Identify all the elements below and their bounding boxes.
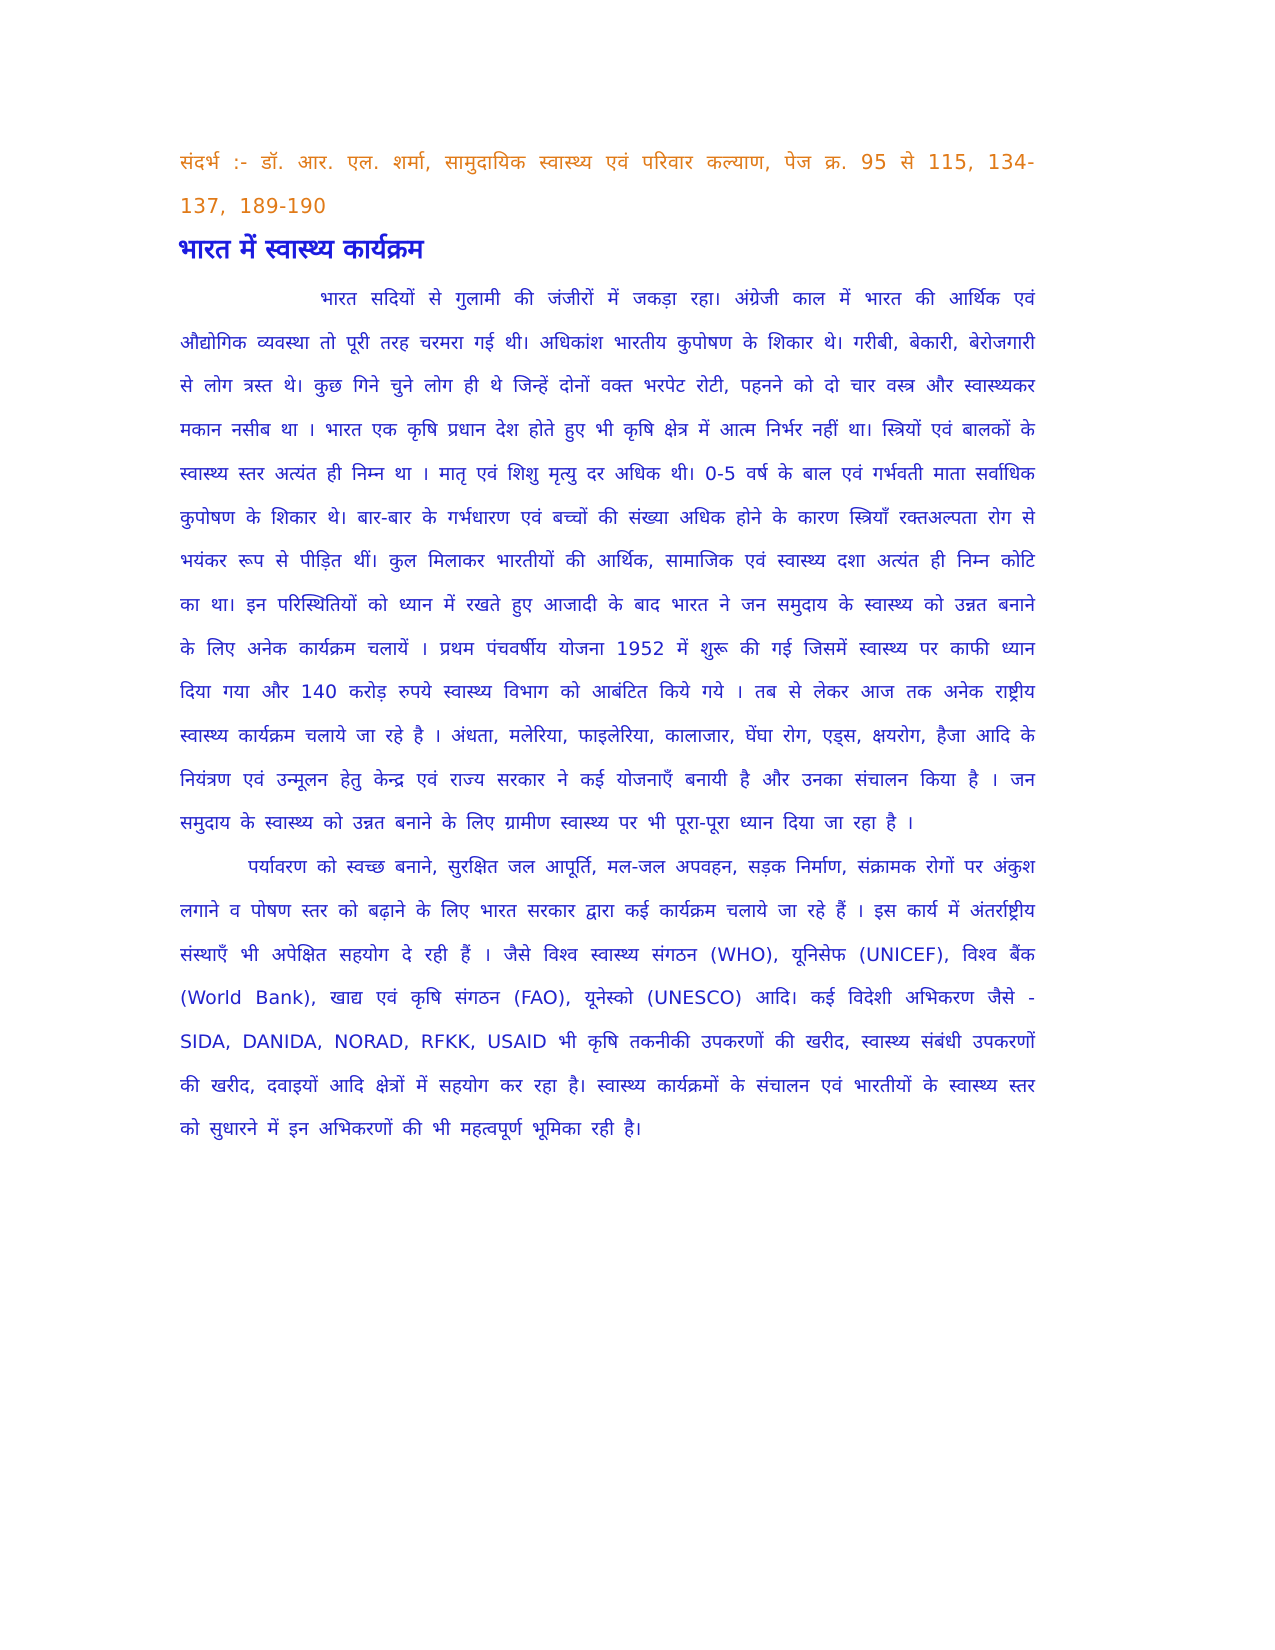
paragraph-1: भारत सदियों से गुलामी की जंजीरों में जकड़ा रहा। अंग्रेजी काल में भारत की आर्थिक एवं औद्योगिक व्यवस्था तो पूरी तरह चरमरा गई थी। अधिकांश भारतीय कुपोषण के शिकार थे। गरीबी, बेकारी, बेरोजगारी से लोग त्रस्त थे। कुछ गिने चुने लोग ही थे जिन्हें दोनों वक्त भरपेट रोटी, पहनने को दो चार वस्त्र और स्वास्थ्यकर मकान नसीब था । भारत एक कृषि प्रधान देश होते हुए भी कृषि क्षेत्र में आत्म निर्भर नहीं था। स्त्रियों एवं बालकों के स्वास्थ्य स्तर अत्यंत ही निम्न था । मातृ एवं शिशु मृत्यु दर अधिक थी। 0-5 वर्ष के बाल एवं गर्भवती माता सर्वाधिक कुपोषण के शिकार थे। बार-बार के गर्भधारण एवं बच्चों की संख्या अधिक होने के कारण स्त्रियाँ रक्तअल्पता रोग से भयंकर रूप से पीड़ित थीं। कुल मिलाकर भारतीयों की आर्थिक, सामाजिक एवं स्वास्थ्य दशा अत्यंत ही निम्न कोटि का था। इन परिस्थितियों को ध्यान में रखते हुए आजादी के बाद भारत ने जन समुदाय के स्वास्थ्य को उन्नत बनाने के लिए अनेक कार्यक्रम चलायें । प्रथम पंचवर्षीय योजना 1952 में शुरू की गई जिसमें स्वास्थ्य पर काफी ध्यान दिया गया और 140 करोड़ रुपये स्वास्थ्य विभाग को आबंटित किये गये । तब से लेकर आज तक अनेक राष्ट्रीय स्वास्थ्य कार्यक्रम चलाये जा रहे है । अंधता, मलेरिया, फाइलेरिया, कालाजार, घेंघा रोग, एड्स, क्षयरोग, हैजा आदि के नियंत्रण एवं उन्मूलन हेतु केन्द्र एवं राज्य सरकार ने कई योजनाएँ बनायी है और उनका संचालन किया है । जन समुदाय के स्वास्थ्य को उन्नत बनाने के लिए ग्रामीण स्वास्थ्य पर भी पूरा-पूरा ध्यान दिया जा रहा है । xyxy=(180,288,1035,835)
page-heading: भारत में स्वास्थ्य कार्यक्रम xyxy=(178,234,424,265)
paragraph-2: पर्यावरण को स्वच्छ बनाने, सुरक्षित जल आपूर्ति, मल-जल अपवहन, सड़क निर्माण, संक्रामक रोगों पर अंकुश लगाने व पोषण स्तर को बढ़ाने के लिए भारत सरकार द्वारा कई कार्यक्रम चलाये जा रहे हैं । इस कार्य में अंतर्राष्ट्रीय संस्थाएँ भी अपेक्षित सहयोग दे रही हैं । जैसे विश्व स्वास्थ्य संगठन (WHO), यूनिसेफ (UNICEF), विश्व बैंक (World Bank), खाद्य एवं कृषि संगठन (FAO), यूनेस्को (UNESCO) आदि। कई विदेशी अभिकरण जैसे - SIDA, DANIDA, NORAD, RFKK, USAID भी कृषि तकनीकी उपकरणों की खरीद, स्वास्थ्य संबंधी उपकरणों की खरीद, दवाइयों आदि क्षेत्रों में सहयोग कर रहा है। स्वास्थ्य कार्यक्रमों के संचालन एवं भारतीयों के स्वास्थ्य स्तर को सुधारने में इन अभिकरणों की भी महत्वपूर्ण भूमिका रही है। xyxy=(180,856,1035,1141)
reference-citation: संदर्भ :- डॉ. आर. एल. शर्मा, सामुदायिक स्वास्थ्य एवं परिवार कल्याण, पेज क्र. 95 से 115, 134-137, 189-190 xyxy=(180,150,1035,218)
body-text xyxy=(180,278,1035,1152)
